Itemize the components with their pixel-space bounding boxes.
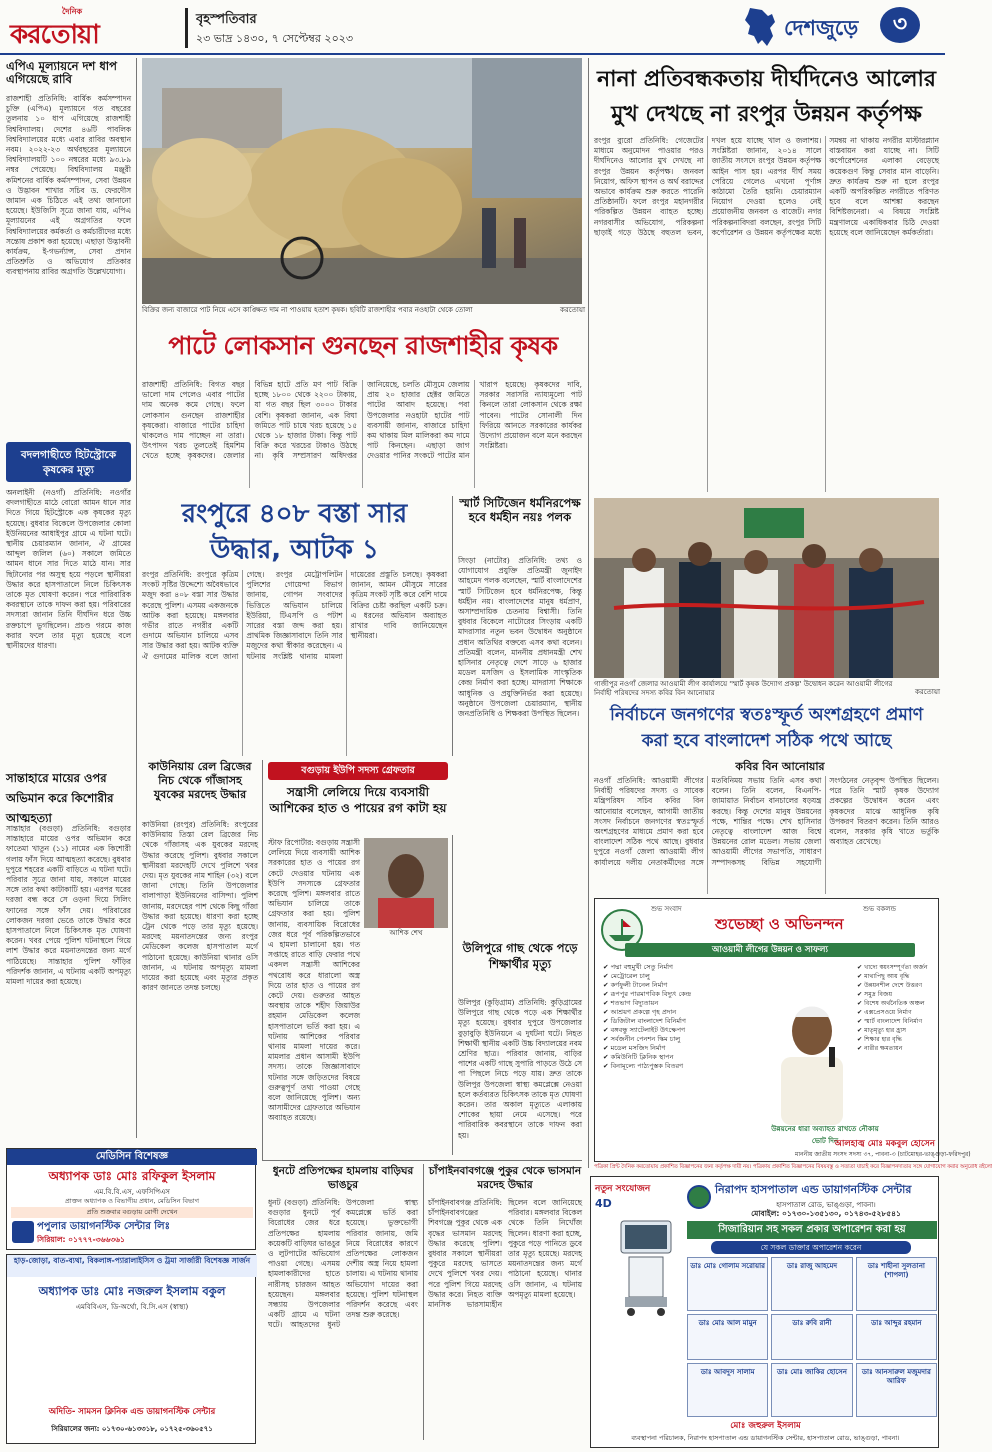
- notice-strip: পত্রিকা প্রিন্ট দৈনিক করতোয়ায় প্রকাশিত বিজ্ঞাপনের জন্য কর্তৃপক্ষ দায়ী নয়। পত্রিকায় প্রকাশিত বিজ্ঞাপনের বিষয়বস্তু ও সত্যতা যাচাই করে বিজ্ঞাপনদাতার সঙ্গে যোগাযোগ করার অনুরোধ রইলো: [594, 1164, 992, 1170]
- divider-left: [136, 58, 137, 1138]
- greeting-bullet-item: ✔ বিনামূল্যে পাঠ্যপুস্তক বিতরণ: [603, 1062, 684, 1070]
- greeting-bullet-item: ✔ পদ্মা বহুমুখী সেতু নির্মাণ: [603, 963, 674, 971]
- article-rabi: রাজশাহী প্রতিনিধি: বার্ষিক কর্মসম্পাদন চুক্তি (এপিএ) মূল্যায়নে গত বছরের তুলনায় ১০ ধাপ এগিয়েছে রাজশাহী বিশ্ববিদ্যালয়। দেশের ৪৬টি পাবলিক বিশ্ববিদ্যালয়ের মধ্যে এবার রাবির অবস্থান নবম। ২০২২-২৩ অর্থবছরের মূল্যায়নে বিশ্ববিদ্যালয়টি ১০০ নম্বরের মধ্যে ৯৩.৮৯ নম্বর পেয়েছে। বিশ্ববিদ্যালয় মঞ্জুরী কমিশনের বার্ষিক কর্মসম্পাদন, সেবা উন্নয়ন ও উদ্ভাবন শাখার সচিব ড. ফেরদৌস জামান এক চিঠিতে এই তথ্য জানানো হয়েছে। ইউজিসি সূত্রে জানা যায়, এপিএ মূল্যায়নের এই অগ্রগতির ফলে বিশ্ববিদ্যালয়ের কর্মকর্তা ও কর্মচারীদের মধ্যে সন্তোষ প্রকাশ করা হয়েছে। এছাড়া উদ্ভাবনী কার্যক্রম, ই-গভর্ন্যান্স, সেবা প্রদান প্রতিশ্রুতি ও অভিযোগ প্রতিকার ব্যবস্থাপনায় রাবির অগ্রগতি উল্লেখযোগ্য।: [6, 94, 131, 277]
- greeting-bullet-item: ✔ মাথাপিছু আয় বৃদ্ধি: [857, 973, 910, 980]
- hospital-address: হাসপাতাল রোড, ভাঙ্গুড়া, পাবনা।: [776, 1201, 876, 1209]
- greeting-bullet-item: ✔ বিশেষ অর্থনৈতিক অঞ্চল: [857, 1000, 925, 1007]
- hospital-logo-icon: [687, 1185, 711, 1209]
- hospital-subbanner: যে সকল ডাক্তার অপারেশন করেন: [711, 1241, 911, 1254]
- election-headline: নির্বাচনে জনগণের স্বতঃস্ফূর্ত অংশগ্রহণে প্রমাণ করা হবে বাংলাদেশ সঠিক পথে আছে: [609, 705, 924, 751]
- election-byline: কবির বিন আনোয়ার: [735, 760, 825, 773]
- greeting-title: শুভেচ্ছা ও অভিনন্দন: [715, 915, 844, 933]
- divider-ulipur: [452, 835, 453, 1155]
- fertilizer-headline: রংপুরে ৪০৮ বস্তা সার উদ্ধার, আটক ১: [181, 499, 408, 565]
- greeting-bullet-list-right: [857, 963, 937, 1053]
- medicine-ad: [6, 1148, 256, 1250]
- headline-rabi: এপিএ মূল্যায়নে দশ ধাপ এগিয়েছে রাবি: [6, 59, 117, 87]
- hospital-phone: মোবাইল: ০১৭৩০-১৩৫১৩০, ০১৭৪৩-৫২৮৫৪১: [751, 1209, 901, 1218]
- rangpur-headline: নানা প্রতিবন্ধকতায় দীর্ঘদিনেও আলোর মুখ দেখছে না রংপুর উন্নয়ন কর্তৃপক্ষ: [597, 67, 936, 127]
- greeting-bullet-item: ✔ খাদ্যে স্বয়ংসম্পূর্ণতা অর্জন: [857, 964, 928, 971]
- greeting-subtitle: আওয়ামী লীগের উন্নয়ন ও সাফল্য: [625, 943, 915, 957]
- greeting-bullet-item: ✔ আশ্রয়ণ প্রকল্পে গৃহ প্রদান: [603, 1008, 677, 1016]
- medicine-ad-degree: এম.বি.বি.এস, এফসিপিএস: [94, 1188, 170, 1196]
- article-santahar: সান্তাহার (বগুড়া) প্রতিনিধি: বগুড়ার সান্তাহারে মায়ের ওপর অভিমান করে ফাতেমা খাতুন (১১) নামের এক কিশোরী গলায় ফাঁস দিয়ে আত্মহত্যা করেছে। বুধবার দুপুরে শহরের একটি বাড়িতে এ ঘটনা ঘটে। পরিবার সূত্রে জানা যায়, সকালে মায়ের সঙ্গে তার কথা কাটাকাটি হয়। এরপর ঘরের দরজা বন্ধ করে সে ওড়না দিয়ে সিলিং ফ্যানের সঙ্গে ফাঁস দেয়। পরিবারের লোকজন দরজা ভেঙে তাকে উদ্ধার করে হাসপাতালে নিলে চিকিৎসক মৃত ঘোষণা করেন। খবর পেয়ে পুলিশ ঘটনাস্থলে গিয়ে লাশ উদ্ধার করে ময়নাতদন্তের জন্য মর্গে পাঠিয়েছে। সান্তাহার পুলিশ ফাঁড়ির পরিদর্শক জানান, এ ঘটনায় একটি অপমৃত্যু মামলা দায়ের করা হয়েছে।: [6, 824, 131, 987]
- jute-photo: [142, 58, 582, 304]
- chapai-headline: চাঁপাইনবাবগঞ্জে পুকুর থেকে ভাসমান মরদেহ উদ্ধার: [428, 1165, 582, 1191]
- greeting-bullet-item: ✔ সর্বজনীন পেনশন স্কিম চালু: [603, 1035, 681, 1043]
- hospital-new-label: নতুন সংযোজন: [595, 1184, 651, 1194]
- divider-smart: [452, 496, 453, 756]
- masthead-date: ২৩ ভাদ্র ১৪৩০, ৭ সেপ্টেম্বর ২০২৩: [196, 32, 354, 45]
- section-title: দেশজুড়ে: [784, 16, 859, 40]
- greeting-bullet-item: ✔ স্মার্ট বাংলাদেশ বিনির্মাণ: [857, 1018, 923, 1025]
- ulipur-article: উলিপুর (কুড়িগ্রাম) প্রতিনিধি: কুড়িগ্রামের উলিপুরে গাছ থেকে পড়ে এক শিক্ষার্থীর মৃত্যু হয়েছে। বুধবার দুপুরে উপজেলার বুড়াবুড়ি ইউনিয়নে এ দুর্ঘটনা ঘটে। নিহত শিক্ষার্থী স্থানীয় একটি উচ্চ বিদ্যালয়ের নবম শ্রেণির ছাত্র। পরিবার জানায়, বাড়ির পাশের একটি গাছে সুপারি পাড়তে উঠে সে পা পিছলে নিচে পড়ে যায়। দ্রুত তাকে উলিপুর উপজেলা স্বাস্থ্য কমপ্লেক্সে নেওয়া হলে কর্তব্যরত চিকিৎসক তাকে মৃত ঘোষণা করেন। তার অকাল মৃত্যুতে এলাকায় শোকের ছায়া নেমে এসেছে। পরে পারিবারিক কবরস্থানে তাকে দাফন করা হয়।: [458, 998, 582, 1140]
- inauguration-caption: গাজীপুর নওগাঁ জেলার আওয়ামী লীগ কার্যালয়ে 'স্মার্ট কৃষক উদ্যোগ প্রকল্প' উদ্বোধন করেন আওয়ামী লীগের নির্বাহী পরিষদের সদস্য কবির বিন আনোয়ার: [594, 680, 893, 697]
- hospital-footer: ব্যবস্থাপনা পরিচালক, নিরাপদ হাসপাতাল এন্ড ডায়াগনস্টিক সেন্টার, হাসপাতাল রোড, ভাঙ্গুড়া, পাবনা।: [631, 1434, 900, 1442]
- headline-santahar: সান্তাহারে মায়ের ওপর অভিমান করে কিশোরীর আত্মহত্যা: [6, 771, 114, 825]
- greeting-bullet-item: ✔ নারীর ক্ষমতায়ন: [857, 1045, 903, 1052]
- bogura-article: স্টাফ রিপোর্টার: বগুড়ায় সন্ত্রাসী লেলিয়ে দিয়ে ব্যবসায়ী আশিক সরকারের হাত ও পায়ের রগ কেটে দেওয়ার ঘটনায় এক ইউপি সদস্যকে গ্রেফতার করেছে পুলিশ। মঙ্গলবার রাতে অভিযান চালিয়ে তাকে গ্রেফতার করা হয়। পুলিশ জানায়, ব্যবসায়িক বিরোধের জের ধরে পূর্ব পরিকল্পিতভাবে এ হামলা চালানো হয়। গত সপ্তাহে রাতে বাড়ি ফেরার পথে একদল সন্ত্রাসী আশিকের পথরোধ করে ধারালো অস্ত্র দিয়ে তার হাত ও পায়ের রগ কেটে দেয়। গুরুতর আহত অবস্থায় তাকে শহীদ জিয়াউর রহমান মেডিকেল কলেজ হাসপাতালে ভর্তি করা হয়। এ ঘটনায় আশিকের পরিবার থানায় মামলা দায়ের করে। মামলার প্রধান আসামী ইউপি সদস্য। তাকে জিজ্ঞাসাবাদে ঘটনার সঙ্গে জড়িতদের বিষয়ে গুরুত্বপূর্ণ তথ্য পাওয়া গেছে বলে জানিয়েছে পুলিশ। অন্য আসামীদের গ্রেফতারে অভিযান অব্যাহত রয়েছে।: [268, 838, 360, 1123]
- greeting-bullet-item: ✔ বঙ্গবন্ধু স্যাটেলাইট উৎক্ষেপণ: [603, 1026, 686, 1034]
- kaunia-headline: কাউনিয়ায় রেল ব্রিজের নিচ থেকে গাঁজাসহ যুবকের মরদেহ উদ্ধার: [148, 760, 252, 801]
- hospital-doctor-grid: [687, 1257, 937, 1417]
- medicine-ad-time: প্রতি শুক্রবার বগুড়ায় রোগী দেখেন: [11, 1207, 253, 1218]
- mp-title: মাননীয় জাতীয় সংসদ সদস্য ৩৭, পাবনা-৩ (চাটমোহর-ভাঙ্গুড়া-ফরিদপুর): [795, 1151, 971, 1158]
- greeting-bullet-item: ✔ কমিউনিটি ক্লিনিক স্থাপন: [603, 1053, 674, 1061]
- fertilizer-article: রংপুর প্রতিনিধি: রংপুরে কৃত্রিম সংকট সৃষ্টির উদ্দেশ্যে অবৈধভাবে মজুদ করা ৪০৮ বস্তা সার উদ্ধার করেছে পুলিশ। এসময় একজনকে আটক করা হয়েছে। মঙ্গলবার গভীর রাতে নগরীর একটি গুদামে অভিযান চালিয়ে এসব সার উদ্ধার করা হয়। আটক ব্যক্তি ঐ গুদামের মালিক বলে জানা গেছে। রংপুর মেট্রোপলিটন পুলিশের গোয়েন্দা বিভাগ জানায়, গোপন সংবাদের ভিত্তিতে অভিযান চালিয়ে ইউরিয়া, টিএসপি ও পটাশ সারের বস্তা জব্দ করা হয়। প্রাথমিক জিজ্ঞাসাবাদে তিনি সার মজুদের কথা স্বীকার করেছেন। এ ঘটনায় সংশ্লিষ্ট থানায় মামলা দায়েরের প্রস্তুতি চলছে। কৃষকরা জানান, আমন মৌসুমে সারের কৃত্রিম সংকট সৃষ্টি করে বেশি দামে বিক্রির চেষ্টা করছিল একটি চক্র। এ ধরনের অভিযান অব্যাহত রাখার দাবি জানিয়েছেন স্থানীয়রা।: [142, 570, 447, 661]
- hospital-banner: সিজারিয়ান সহ সকল প্রকার অপারেশন করা হয়: [687, 1221, 937, 1239]
- ultrasound-machine-icon: [611, 1217, 681, 1317]
- greeting-bullet-item: ✔ কর্ণফুলী টানেল নির্মাণ: [603, 981, 668, 989]
- smart-headline: স্মার্ট সিটিজেন ধর্মনিরপেক্ষ হবে ধর্মহীন নয়ঃ পলক: [459, 496, 581, 524]
- jute-headline-box: [142, 318, 582, 378]
- greeting-bullet-item: ✔ মেট্রোরেল চালু: [603, 972, 650, 980]
- doctor-card: ডাঃ রাজু আহমেদ: [771, 1257, 852, 1311]
- greeting-bullet-item: ✔ মডেল মসজিদ নির্মাণ: [603, 1044, 666, 1052]
- greeting-bullet-item: ✔ সমুদ্র বিজয়: [857, 991, 893, 998]
- inauguration-credit: করতোয়া: [915, 688, 940, 696]
- ortho-ad-center: অদিতি- সামসন ক্লিনিক এন্ড ডায়াগনস্টিক সেন্টার: [48, 1407, 216, 1417]
- bangladesh-map-icon: [742, 6, 778, 48]
- jute-photo-credit: করতোয়া: [560, 306, 585, 314]
- doctor-card: ডাঃ মোঃ আল মামুন: [687, 1314, 768, 1359]
- greeting-top-left: শুভ সংবাদ: [651, 905, 682, 913]
- ortho-ad-title: হাড়-জোড়া, বাত-ব্যথা, বিকলাঙ্গ-প্যারালাইসিস ও ট্রমা সার্জারী বিশেষজ্ঞ সার্জন: [7, 1255, 257, 1277]
- divider-bottom-stories: [262, 1160, 582, 1161]
- doctor-card: ডাঃ মোঃ গোলাম সরোয়ার: [687, 1257, 768, 1311]
- dhunot-article: ধুনট (বগুড়া) প্রতিনিধি: বগুড়ার ধুনটে পূর্ব বিরোধের জের ধরে প্রতিপক্ষের হামলায় কয়েকটি বাড়িঘর ভাঙচুর ও লুটপাটের অভিযোগ পাওয়া গেছে। এসময় হামলাকারীদের হাতে নারীসহ চারজন আহত হয়েছেন। মঙ্গলবার সন্ধ্যায় উপজেলার একটি গ্রামে এ ঘটনা ঘটে। আহতদের ধুনট উপজেলা স্বাস্থ্য কমপ্লেক্সে ভর্তি করা হয়েছে। ভুক্তভোগী পরিবার জানায়, জমি নিয়ে বিরোধের কারণে প্রতিপক্ষের লোকজন দেশীয় অস্ত্র নিয়ে হামলা চালায়। এ ঘটনায় থানায় অভিযোগ দায়ের করা হয়েছে। পুলিশ ঘটনাস্থল পরিদর্শন করেছে এবং তদন্ত শুরু করেছে।: [268, 1198, 418, 1330]
- masthead-divider: [185, 8, 188, 48]
- inauguration-photo: [594, 498, 939, 678]
- dhunot-headline: ধুনটে প্রতিপক্ষের হামলায় বাড়িঘর ভাঙচুর: [272, 1165, 414, 1191]
- chapai-article: চাঁপাইনবাবগঞ্জ প্রতিনিধি: চাঁপাইনবাবগঞ্জের শিবগঞ্জে পুকুর থেকে এক বৃদ্ধের ভাসমান মরদেহ উদ্ধার করেছে পুলিশ। বুধবার সকালে স্থানীয়রা পুকুরে মরদেহ ভাসতে দেখে পুলিশে খবর দেয়। পরে পুলিশ গিয়ে মরদেহ উদ্ধার করে। নিহত ব্যক্তি মানসিক ভারসাম্যহীন ছিলেন বলে জানিয়েছে পরিবার। মঙ্গলবার বিকেল থেকে তিনি নিখোঁজ ছিলেন। ধারণা করা হচ্ছে, পুকুরে পড়ে পানিতে ডুবে তার মৃত্যু হয়েছে। মরদেহ ময়নাতদন্তের জন্য মর্গে পাঠানো হয়েছে। থানার ওসি জানান, এ ঘটনায় অপমৃত্যু মামলা হয়েছে।: [428, 1198, 582, 1310]
- ortho-ad: [6, 1254, 256, 1444]
- greeting-bullet-item: ✔ ডিজিটাল বাংলাদেশ বিনির্মাণ: [603, 1017, 686, 1025]
- hospital-name: নিরাপদ হাসপাতাল এন্ড ডায়াগনস্টিক সেন্টার: [715, 1183, 912, 1196]
- divider-right: [588, 58, 589, 1168]
- greeting-bullet-item: ✔ শিক্ষার হার বৃদ্ধি: [857, 1036, 902, 1043]
- popular-logo-icon: [12, 1221, 34, 1243]
- ortho-ad-phone: সিরিয়ালের জন্য: ০১৭৩০-৬১৩৩১৮, ০১৭২৫-৩৬০৫৭১: [51, 1425, 213, 1433]
- doctor-card: ডাঃ শাহীনা সুলতানা (শাপলা): [856, 1257, 937, 1311]
- greeting-ad: [594, 898, 971, 1162]
- medicine-ad-doctor: অধ্যাপক ডাঃ মোঃ রফিকুল ইসলাম: [48, 1169, 216, 1183]
- masthead-rule: [0, 53, 945, 55]
- article-badalgachhi: অনলাইনী (নওগাঁ) প্রতিনিধি: নওগাঁর বদলগাছীতে মাঠে বোরো আমন ধানে সার দিতে গিয়ে হিটস্ট্রোকে এক কৃষকের মৃত্যু হয়েছে। বুধবার বিকেলে উপজেলার কোলা ইউনিয়নের আধাইপুর গ্রামে এ ঘটনা ঘটে। স্থানীয় চেয়ারম্যান জানান, ঐ গ্রামের আব্দুল জলিল (৬০) সকালে জমিতে আমন ধানে সার দিতে মাঠে যান। সার ছিটানোর পর অসুস্থ হয়ে পড়লে স্থানীয়রা উদ্ধার করে হাসপাতালে নিলে চিকিৎসক তাকে মৃত ঘোষণা করেন। পরে পারিবারিক কবরস্থানে তাকে দাফন করা হয়। পরিবারের সদস্যরা জানান তিনি দীর্ঘদিন ধরে উচ্চ রক্তচাপে ভুগছিলেন। প্রচণ্ড গরমে কাজ করার ফলে তার মৃত্যু হয়েছে বলে স্থানীয়দের ধারণা।: [6, 488, 131, 651]
- medicine-ad-line: প্রাক্তন অধ্যাপক ও বিভাগীয় প্রধান, মেডিসিন বিভাগ: [65, 1197, 199, 1205]
- divider-dhunot: [423, 1164, 424, 1440]
- greeting-slogan: উন্নয়নের ধারা অব্যাহত রাখতে নৌকায় ভোট দিন: [771, 1125, 879, 1145]
- paper-logo: করতোয়া: [10, 20, 99, 50]
- greeting-top-right: শুভ বকলন্ড: [863, 905, 897, 913]
- bogura-kicker: বগুড়ায় ইউপি সদস্য গ্রেফতার: [268, 762, 448, 780]
- page-number: ৩: [880, 7, 920, 43]
- ortho-ad-doctor: অধ্যাপক ডাঃ মোঃ নজরুল ইসলাম বকুল: [38, 1284, 226, 1298]
- doctor-card: ডাঃ মোঃ জাকির হোসেন: [771, 1363, 852, 1417]
- election-article: নওগাঁ প্রতিনিধি: আওয়ামী লীগের নির্বাহী পরিষদের সদস্য ও সাবেক মন্ত্রিপরিষদ সচিব কবির বিন আনোয়ার বলেছেন, আগামী জাতীয় সংসদ নির্বাচনে জনগণের স্বতঃস্ফূর্ত অংশগ্রহণের মাধ্যমে প্রমাণ করা হবে বাংলাদেশ সঠিক পথে আছে। বুধবার দুপুরে নওগাঁ জেলা আওয়ামী লীগ কার্যালয়ে দলীয় নেতাকর্মীদের সঙ্গে মতবিনিময় সভায় তিনি এসব কথা বলেন। তিনি বলেন, বিএনপি-জামায়াত নির্বাচন বানচালের ষড়যন্ত্র করছে। কিন্তু দেশের মানুষ উন্নয়নের পক্ষে, শান্তির পক্ষে। শেখ হাসিনার নেতৃত্বে বাংলাদেশ আজ বিশ্বে উন্নয়নের রোল মডেল। সভায় জেলা আওয়ামী লীগের সভাপতি, সাধারণ সম্পাদকসহ বিভিন্ন সহযোগী সংগঠনের নেতৃবৃন্দ উপস্থিত ছিলেন। পরে তিনি স্মার্ট কৃষক উদ্যোগ প্রকল্পের উদ্বোধন করেন এবং কৃষকদের মাঝে আধুনিক কৃষি উপকরণ বিতরণ করেন। তিনি আরও বলেন, সরকার কৃষি খাতে ভর্তুকি অব্যাহত রেখেছে।: [594, 776, 939, 867]
- greeting-bullet-item: ✔ রূপপুর পারমাণবিক বিদ্যুৎ কেন্দ্র: [603, 990, 692, 998]
- medicine-ad-title: মেডিসিন বিশেষজ্ঞ: [7, 1149, 257, 1165]
- paper-small-label: দৈনিক: [62, 7, 83, 16]
- greeting-bullet-item: ✔ উন্নয়নশীল দেশে উত্তরণ: [857, 982, 923, 989]
- hospital-footer-name: মোঃ জহুরুল ইসলাম: [730, 1421, 801, 1431]
- bogura-headline: সন্ত্রাসী লেলিয়ে দিয়ে ব্যবসায়ী আশিকের হাত ও পায়ের রগ কাটা হয়: [269, 785, 447, 815]
- doctor-card: ডাঃ আবদুস সালাম: [687, 1363, 768, 1417]
- jute-article: রাজশাহী প্রতিনিধি: বিগত বছর ভালো দাম পেলেও এবার পাটের দাম অনেক কমে গেছে। ফলে লোকসান গুনছেন রাজশাহীর কৃষকেরা। বাজারে পাটের চাহিদা থাকলেও দাম পাচ্ছেন না তারা। উৎপাদন খরচ তুলতেই হিমশিম খেতে হচ্ছে কৃষকদের। জেলার বিভিন্ন হাটে প্রতি মণ পাট বিক্রি হচ্ছে ১৮০০ থেকে ২২০০ টাকায়, যা গত বছর ছিল ৩০০০ টাকার বেশি। কৃষকরা জানান, এক বিঘা জমিতে পাট চাষে খরচ হয়েছে ১৫ থেকে ১৮ হাজার টাকা। কিন্তু পাট বিক্রি করে খরচের টাকাও উঠছে না। কৃষি সম্প্রসারণ অধিদপ্তর জানিয়েছে, চলতি মৌসুমে জেলায় প্রায় ২০ হাজার হেক্টর জমিতে পাটের আবাদ হয়েছে। পবা উপজেলার নওহাটা হাটের পাট ব্যবসায়ী জানান, বাজারে চাহিদা কম থাকায় মিল মালিকরা কম দামে পাট কিনছেন। এছাড়া জাগ দেওয়ার পানির সংকটে পাটের মান খারাপ হয়েছে। কৃষকদের দাবি, সরকার সরাসরি ন্যায্যমূল্যে পাট কিনলে তারা লোকসান থেকে রক্ষা পাবেন। পাটের সোনালী দিন ফিরিয়ে আনতে সরকারের কার্যকর উদ্যোগ প্রয়োজন বলে মনে করছেন সংশ্লিষ্টরা।: [142, 380, 582, 461]
- hospital-ad: [590, 1176, 939, 1448]
- masthead-day: বৃহস্পতিবার: [196, 12, 257, 27]
- greeting-bullet-item: ✔ শতভাগ বিদ্যুতায়ন: [603, 999, 659, 1007]
- mp-name: আলহাজ্ব মোঃ মকবুল হোসেন: [834, 1139, 935, 1149]
- doctor-card: ডাঃ আনসারুল মজুমদার আরিফ: [856, 1363, 937, 1417]
- left-column: [6, 58, 131, 1143]
- ortho-ad-degree: এমবিবিএস, ডি-অর্থো, বি.সি.এস (স্বাস্থ্য): [75, 1303, 189, 1311]
- smart-article: সিংড়া (নাটোর) প্রতিনিধি: তথ্য ও যোগাযোগ প্রযুক্তি প্রতিমন্ত্রী জুনাইদ আহমেদ পলক বলেছেন, স্মার্ট বাংলাদেশের স্মার্ট সিটিজেন হবে ধর্মনিরপেক্ষ, কিন্তু ধর্মহীন নয়। বাংলাদেশের মানুষ ধর্মপ্রাণ, অসাম্প্রদায়িক চেতনায় বিশ্বাসী। তিনি বুধবার বিকেলে নাটোরের সিংড়ায় একটি মাদরাসার নতুন ভবন উদ্বোধন অনুষ্ঠানে প্রধান অতিথির বক্তব্যে এসব কথা বলেন। প্রতিমন্ত্রী বলেন, মাননীয় প্রধানমন্ত্রী শেখ হাসিনার নেতৃত্বে দেশে সাড়ে ৬ হাজার মডেল মসজিদ ও ইসলামিক সাংস্কৃতিক কেন্দ্র নির্মাণ করা হচ্ছে। মাদরাসা শিক্ষাকে আধুনিক ও প্রযুক্তিনির্ভর করা হয়েছে। অনুষ্ঠানে উপজেলা চেয়ারম্যান, স্থানীয় জনপ্রতিনিধি ও শিক্ষকরা উপস্থিত ছিলেন।: [458, 556, 582, 719]
- greeting-bullet-item: ✔ এক্সপ্রেসওয়ে নির্মাণ: [857, 1009, 912, 1016]
- ashik-photo-caption: আশিক শেখ: [389, 929, 423, 937]
- jute-headline: পাটে লোকসান গুনছেন রাজশাহীর কৃষক: [168, 331, 558, 360]
- headline-badalgachhi: বদলগাছীতে হিটস্ট্রোকে কৃষকের মৃত্যু: [6, 442, 131, 482]
- mp-photo: [767, 995, 857, 1125]
- jute-photo-caption: বিক্রির জন্য বাজারে পাট নিয়ে এসে কাঙ্ক্ষিত দাম না পাওয়ায় হতাশ কৃষক। ছবিটি রাজশাহীর পবার নওহাটা থেকে তোলা: [142, 306, 473, 314]
- doctor-card: ডাঃ আব্দুর রহমান: [856, 1314, 937, 1359]
- divider-kaunia: [262, 760, 263, 1160]
- medicine-ad-center: পপুলার ডায়াগনস্টিক সেন্টার লিঃ: [37, 1221, 170, 1232]
- hospital-4d-label: 4D: [595, 1197, 612, 1210]
- medicine-ad-phone: সিরিয়াল: ০১৭৭৭-৩৬৬৩৬১: [37, 1235, 125, 1244]
- rangpur-article: রংপুর ব্যুরো প্রতিনিধি: গেজেটের মাধ্যমে অনুমোদন পাওয়ার পরও দীর্ঘদিনেও আলোর মুখ দেখছে না রংপুর উন্নয়ন কর্তৃপক্ষ। জনবল নিয়োগ, অফিস স্থাপন ও অর্থ বরাদ্দের অভাবে কার্যক্রম শুরু করতে পারেনি প্রতিষ্ঠানটি। ফলে রংপুর মহানগরীর পরিকল্পিত উন্নয়ন ব্যাহত হচ্ছে। নগরবাসীর অভিযোগ, পরিকল্পনা ছাড়াই গড়ে উঠছে বহুতল ভবন, দখল হয়ে যাচ্ছে খাল ও জলাশয়। সংশ্লিষ্টরা জানান, ২০১৪ সালে জাতীয় সংসদে রংপুর উন্নয়ন কর্তৃপক্ষ আইন পাস হয়। এরপর দীর্ঘ সময় পেরিয়ে গেলেও এখনো পূর্ণাঙ্গ কাঠামো তৈরি হয়নি। চেয়ারম্যান নিয়োগ দেওয়া হলেও নেই প্রয়োজনীয় জনবল ও বাজেট। নগর পরিকল্পনাবিদরা বলছেন, রংপুর সিটি কর্পোরেশন ও উন্নয়ন কর্তৃপক্ষের মধ্যে সমন্বয় না থাকায় নগরীর মাস্টারপ্ল্যান বাস্তবায়ন করা যাচ্ছে না। সিটি কর্পোরেশনের এলাকা বেড়েছে কয়েকগুণ কিন্তু সেবার মান বাড়েনি। দ্রুত কার্যক্রম শুরু না হলে রংপুর একটি অপরিকল্পিত নগরীতে পরিণত হবে বলে আশঙ্কা করছেন বিশিষ্টজনেরা। এ বিষয়ে সংশ্লিষ্ট মন্ত্রণালয়ে একাধিকবার চিঠি দেওয়া হয়েছে বলে জানিয়েছেন কর্মকর্তারা।: [594, 136, 939, 237]
- ashik-photo: [364, 838, 448, 928]
- masthead: [0, 0, 945, 54]
- greeting-bullet-list: [603, 963, 768, 1071]
- doctor-card: ডাঃ রুবি রানী: [771, 1314, 852, 1359]
- greeting-bullet-item: ✔ মাতৃমৃত্যু হার হ্রাস: [857, 1027, 907, 1034]
- kaunia-article: কাউনিয়া (রংপুর) প্রতিনিধি: রংপুরের কাউনিয়ায় তিস্তা রেল ব্রিজের নিচ থেকে গাঁজাসহ এক যুবকের মরদেহ উদ্ধার করেছে পুলিশ। বুধবার সকালে স্থানীয়রা মরদেহটি দেখে পুলিশে খবর দেয়। মৃত যুবকের নাম শাহিন (৩২) বলে জানা গেছে। তিনি উপজেলার বালাপাড়া ইউনিয়নের বাসিন্দা। পুলিশ জানায়, মরদেহের পাশ থেকে কিছু গাঁজা উদ্ধার করা হয়েছে। ধারণা করা হচ্ছে ট্রেন থেকে পড়ে তার মৃত্যু হয়েছে। মরদেহ ময়নাতদন্তের জন্য রংপুর মেডিকেল কলেজ হাসপাতাল মর্গে পাঠানো হয়েছে। কাউনিয়া থানার ওসি জানান, এ ঘটনায় অপমৃত্যু মামলা দায়ের করা হয়েছে এবং মৃত্যুর প্রকৃত কারণ জানতে তদন্ত চলছে।: [142, 820, 258, 993]
- ulipur-headline: উলিপুরে গাছ থেকে পড়ে শিক্ষার্থীর মৃত্যু: [462, 941, 578, 971]
